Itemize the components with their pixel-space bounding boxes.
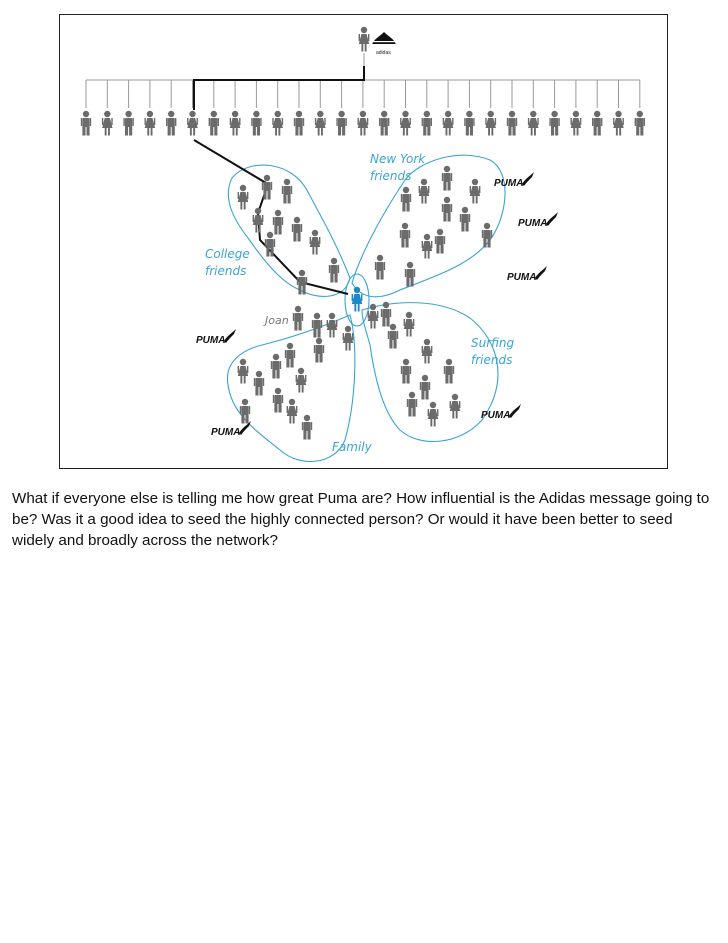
person-icon — [435, 229, 445, 254]
svg-text:adidas: adidas — [376, 50, 391, 56]
person-icon — [407, 392, 417, 417]
person-icon — [470, 179, 481, 204]
person-icon — [314, 338, 324, 363]
person-icon — [123, 111, 133, 136]
person-icon — [442, 197, 452, 222]
person-icon — [253, 208, 264, 233]
cluster-outlines — [227, 155, 505, 461]
person-icon — [450, 394, 461, 419]
person-icon — [102, 111, 113, 136]
puma-cat-icon — [546, 212, 558, 226]
person-icon — [265, 232, 275, 257]
person-icon — [400, 111, 411, 136]
puma-wordmark: PUMA — [507, 272, 537, 283]
puma-logos — [196, 172, 558, 438]
puma-wordmark: PUMA — [196, 335, 226, 346]
puma-logo — [518, 212, 558, 229]
person-icon — [422, 339, 433, 364]
slide-caption: What if everyone else is telling me how great Puma are? How influential is the Adidas message going to be? Was it a good idea to seed the highly connected person? Or would it have been better to seed widely and broadly across the network? — [12, 490, 710, 549]
person-icon — [592, 111, 602, 136]
puma-logo — [507, 266, 547, 283]
person-icon — [329, 258, 339, 283]
person-icon — [285, 343, 295, 368]
person-icon — [401, 359, 411, 384]
person-icon — [238, 359, 249, 384]
person-icon — [296, 368, 307, 393]
puma-logo — [494, 172, 534, 189]
puma-cat-icon — [224, 329, 236, 343]
person-icon — [420, 375, 430, 400]
person-icon — [443, 111, 454, 136]
group-label-surfing: Surfing — [471, 336, 515, 350]
person-icon — [379, 111, 389, 136]
person-icon — [310, 230, 321, 255]
person-icon — [282, 179, 292, 204]
person-icon — [400, 223, 410, 248]
person-icon — [507, 111, 517, 136]
person-icon — [230, 111, 241, 136]
person-icon — [187, 111, 198, 136]
group-label-surfing-2: friends — [471, 353, 513, 367]
person-icon — [327, 313, 338, 338]
person-icon — [442, 166, 452, 191]
person-icon — [549, 111, 559, 136]
person-icon — [485, 111, 496, 136]
puma-cat-icon — [509, 404, 521, 418]
person-icon — [312, 313, 322, 338]
person-icon — [419, 179, 430, 204]
person-icon — [444, 359, 454, 384]
joan-label: Joan — [265, 314, 289, 327]
seed-path-line — [194, 66, 364, 110]
person-icon — [209, 111, 219, 136]
person-icon — [294, 111, 304, 136]
puma-cat-icon — [522, 172, 534, 186]
person-icon — [166, 111, 176, 136]
person-icon — [238, 185, 249, 210]
joan-highlight-icon — [352, 287, 363, 312]
person-icon — [271, 354, 281, 379]
group-label-college-2: friends — [205, 264, 247, 278]
group-label-college: College — [205, 247, 250, 261]
person-icon — [254, 371, 264, 396]
puma-cat-icon — [535, 266, 547, 280]
puma-logo — [211, 421, 251, 438]
person-icon — [293, 306, 303, 331]
person-icon — [287, 399, 298, 424]
puma-cat-icon — [239, 421, 251, 435]
person-icon — [460, 207, 470, 232]
person-icon — [336, 111, 346, 136]
person-icon — [422, 234, 433, 259]
person-icon — [251, 111, 261, 136]
group-label-new-york: New York — [370, 152, 426, 166]
person-icon — [635, 111, 645, 136]
person-icon — [405, 262, 415, 287]
person-icon — [145, 111, 156, 136]
puma-logo — [481, 404, 521, 421]
person-icon — [343, 326, 354, 351]
person-icon — [358, 111, 369, 136]
person-icon — [422, 111, 432, 136]
person-icon — [273, 388, 283, 413]
person-icon — [272, 111, 283, 136]
person-top-icon — [359, 27, 370, 52]
person-icon — [401, 187, 411, 212]
person-icon — [404, 312, 415, 337]
puma-wordmark: PUMA — [211, 427, 241, 438]
person-icon — [375, 255, 385, 280]
person-icon — [388, 324, 398, 349]
surfing-cluster-outline — [362, 303, 498, 442]
person-icon — [613, 111, 624, 136]
person-icon — [302, 415, 312, 440]
person-icon — [528, 111, 539, 136]
adidas-logo — [372, 32, 396, 56]
person-icon — [571, 111, 582, 136]
group-label-family: Family — [332, 440, 372, 454]
person-icon — [273, 210, 283, 235]
person-icon — [315, 111, 326, 136]
group-label-new-york-2: friends — [370, 169, 412, 183]
person-icon — [428, 402, 439, 427]
puma-wordmark: PUMA — [518, 218, 548, 229]
person-icon — [81, 111, 91, 136]
person-icon — [292, 217, 302, 242]
person-icon — [464, 111, 474, 136]
puma-wordmark: PUMA — [481, 410, 511, 421]
puma-logo — [196, 329, 236, 346]
puma-wordmark: PUMA — [494, 178, 524, 189]
